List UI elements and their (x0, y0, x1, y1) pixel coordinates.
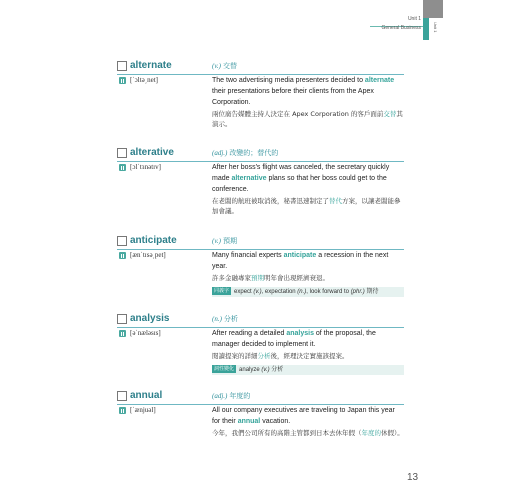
sentence-text: a recession in the next year. (212, 252, 389, 270)
checkbox[interactable] (117, 314, 127, 324)
note-pos: (phr.) (350, 289, 365, 295)
sentence-text: of the proposal, the manager decided to implement it. (212, 330, 376, 348)
sentence-text: After her boss's flight was canceled, the secretary quickly made (212, 164, 390, 182)
translation-text: 兩位廣告媒體主持人決定在 Apex Corporation 的客戶面前 (212, 110, 384, 118)
definition (212, 61, 237, 71)
translation-text: 休假）。 (381, 429, 404, 437)
headword: analysis (130, 313, 170, 324)
phonetic: [ɔlˈtɜnətɪv] (130, 163, 161, 171)
translation-text: 在老闆的航班被取消後，秘書迅速制定了 (212, 197, 329, 205)
sentence-text: The two advertising media presenters decided to (212, 77, 365, 84)
headword: annual (130, 390, 163, 401)
example-sentence (212, 75, 404, 108)
translation-text: 方案，以讓老闆能參加會議。 (212, 197, 401, 215)
vocab-entry (117, 60, 404, 128)
audio-icon[interactable] (119, 77, 126, 84)
sentence-text: plans so that her boss could get to the conference. (212, 175, 387, 193)
definition (212, 148, 278, 158)
audio-icon[interactable] (119, 164, 126, 171)
entry-head (117, 313, 404, 327)
translation-text: 許多金融專家 (212, 274, 251, 282)
translation-highlight: 分析 (257, 352, 271, 360)
sentence-text: Many financial experts (212, 252, 284, 259)
definition (212, 236, 237, 246)
note-text: expect (234, 289, 254, 295)
note-text: , look forward to (306, 289, 351, 295)
translation-text: 後，經理決定實施該提案。 (270, 352, 349, 360)
definition-text: 預期 (222, 238, 237, 245)
phonetic: [ˈænjuəl] (130, 406, 156, 414)
checkbox[interactable] (117, 391, 127, 401)
phonetic: [ænˈtɪsə͵pet] (130, 251, 166, 259)
definition-text: 分析 (223, 316, 238, 323)
example-sentence (212, 328, 404, 350)
chinese-translation (212, 109, 404, 129)
checkbox[interactable] (117, 148, 127, 158)
checkbox[interactable] (117, 236, 127, 246)
definition-text: 年度的 (229, 393, 251, 400)
word-form-note (212, 365, 404, 375)
tab-text: Unit 1 (433, 22, 438, 33)
definition (212, 314, 238, 324)
translation-highlight: 替代 (329, 197, 342, 205)
sentence-highlight: analysis (286, 330, 314, 337)
vocab-entry (117, 313, 404, 373)
translation-text: 其演示。 (212, 110, 403, 128)
sentence-highlight: annual (237, 418, 261, 425)
vocab-entry (117, 235, 404, 295)
note-tag: 同義字 (214, 288, 230, 294)
audio-icon[interactable] (119, 407, 126, 414)
sentence-highlight: anticipate (283, 252, 317, 259)
chinese-translation (212, 428, 404, 438)
sentence-text: their presentations before their clients from the Apex Corporation. (212, 88, 374, 106)
entry-head (117, 147, 404, 161)
chapter-tab-teal (423, 18, 429, 40)
audio-icon[interactable] (119, 252, 126, 259)
chapter-tab-gray (423, 0, 443, 18)
sentence-text: All our company executives are traveling to Japan this year for their (212, 407, 395, 425)
headword: anticipate (130, 235, 177, 246)
sentence-highlight: alternative (231, 175, 267, 182)
synonym-note (212, 287, 404, 297)
example-sentence (212, 162, 404, 195)
vocab-entry (117, 147, 404, 215)
translation-highlight: 年度的 (361, 429, 381, 437)
vocab-entry (117, 390, 404, 437)
note-pos: (n.) (297, 289, 307, 295)
note-text: , expectation (261, 289, 298, 295)
definition-text: 改變的；替代的 (229, 150, 279, 157)
part-of-speech: (v.) (212, 62, 221, 70)
translation-text: 今年，我們公司所有的高階主管都到日本去休年假（ (212, 429, 362, 437)
translation-text: 明年會出現經濟衰退。 (264, 274, 329, 282)
note-pos: (v.) (253, 289, 262, 295)
note-text: 分析 (269, 367, 284, 373)
phonetic: [ˈɔltə͵net] (130, 76, 158, 84)
phonetic: [əˈnæləsɪs] (130, 329, 161, 337)
subject-label: General Business (381, 25, 421, 31)
definition-text: 交替 (222, 63, 237, 70)
example-sentence (212, 250, 404, 272)
translation-highlight: 交替 (383, 110, 397, 118)
unit-label: Unit 1 (407, 16, 421, 22)
entry-head (117, 235, 404, 249)
note-text: analyze (239, 367, 262, 373)
note-tag: 詞性變化 (214, 366, 235, 372)
part-of-speech: (adj.) (212, 149, 228, 157)
part-of-speech: (v.) (212, 237, 221, 245)
example-sentence (212, 405, 404, 427)
sentence-text: vacation. (260, 418, 291, 425)
chinese-translation (212, 196, 404, 216)
part-of-speech: (adj.) (212, 392, 228, 400)
translation-highlight: 預期 (251, 274, 264, 282)
sentence-text: After reading a detailed (212, 330, 287, 337)
entry-head (117, 60, 404, 74)
chinese-translation (212, 273, 404, 283)
audio-icon[interactable] (119, 330, 126, 337)
page-number: 13 (407, 472, 419, 483)
sentence-highlight: alternate (364, 77, 395, 84)
entry-head (117, 390, 404, 404)
note-text: 期待 (364, 289, 379, 295)
headword: alterative (130, 147, 174, 158)
note-pos: (v.) (261, 367, 270, 373)
part-of-speech: (n.) (212, 315, 222, 323)
headword: alternate (130, 60, 172, 71)
translation-text: 閱讀提案的詳細 (212, 352, 258, 360)
definition (212, 391, 250, 401)
chinese-translation (212, 351, 404, 361)
checkbox[interactable] (117, 61, 127, 71)
